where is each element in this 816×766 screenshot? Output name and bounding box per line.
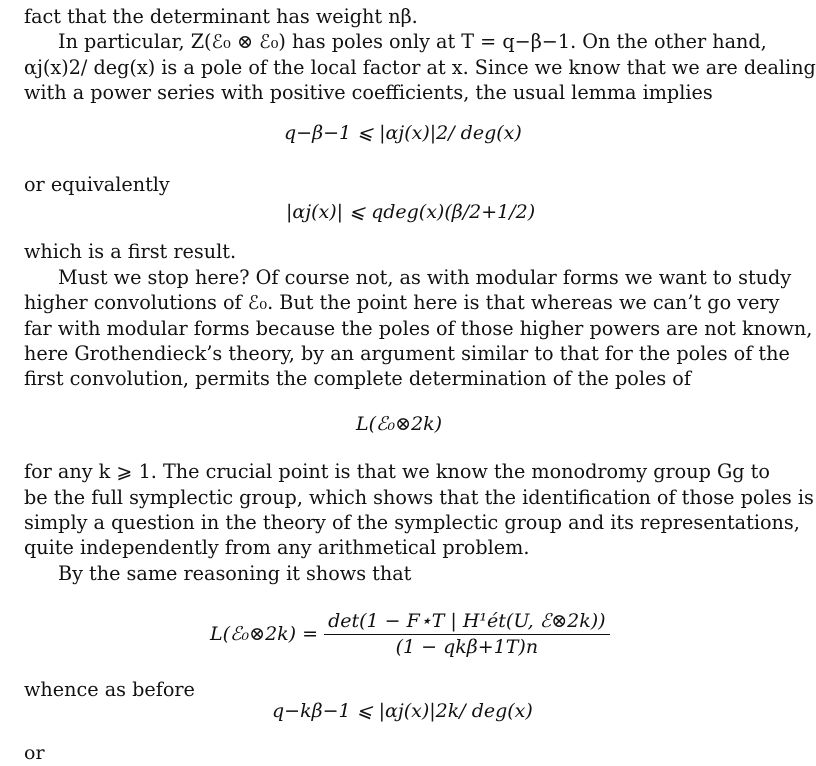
text-line-2: In particular, Z(ℰ₀ ⊗ ℰ₀) has poles only at T = q−β−1. On the other hand, <box>58 30 767 53</box>
equation-4-fraction <box>324 609 609 660</box>
text-line-10: here Grothendieck’s theory, by an argument similar to that for the poles of the <box>24 342 790 365</box>
text-line-15: quite independently from any arithmetical problem. <box>24 536 530 559</box>
text-line-16: By the same reasoning it shows that <box>58 562 412 585</box>
equation-5: q−kβ−1 ⩽ |αj(x)|2k/ deg(x) <box>272 700 533 722</box>
text-line-12: for any k ⩾ 1. The crucial point is that we know the monodromy group Gg to <box>24 460 770 483</box>
text-line-14: simply a question in the theory of the symplectic group and its representations, <box>24 511 800 534</box>
text-line-3: αj(x)2/ deg(x) is a pole of the local factor at x. Since we know that we are dealing <box>24 56 816 79</box>
equation-4 <box>210 609 610 660</box>
text-line-18: or <box>24 742 45 764</box>
text-line-7: Must we stop here? Of course not, as with modular forms we want to study <box>58 266 792 289</box>
text-line-5: or equivalently <box>24 173 170 196</box>
text-line-1: fact that the determinant has weight nβ. <box>24 5 418 28</box>
equation-4-numerator: det(1 − F⋆T | H¹ét(U, ℰ⊗2k)) <box>324 609 609 635</box>
equation-4-denominator: (1 − qkβ+1T)n <box>395 636 539 658</box>
text-line-13: be the full symplectic group, which shows that the identification of those poles is <box>24 486 814 509</box>
text-line-4: with a power series with positive coefficients, the usual lemma implies <box>24 81 713 104</box>
equation-2: |αj(x)| ⩽ qdeg(x)(β/2+1/2) <box>286 201 536 223</box>
text-line-9: far with modular forms because the poles of those higher powers are not known, <box>24 317 813 340</box>
text-line-17: whence as before <box>24 678 195 701</box>
equation-3: L(ℰ₀⊗2k) <box>356 413 443 435</box>
equation-4-lhs: L(ℰ₀⊗2k) = <box>210 623 319 645</box>
text-line-8: higher convolutions of ℰ₀. But the point here is that whereas we can’t go very <box>24 291 780 314</box>
equation-1: q−β−1 ⩽ |αj(x)|2/ deg(x) <box>284 122 522 144</box>
text-line-11: first convolution, permits the complete determination of the poles of <box>24 367 691 390</box>
text-line-6: which is a first result. <box>24 240 237 263</box>
